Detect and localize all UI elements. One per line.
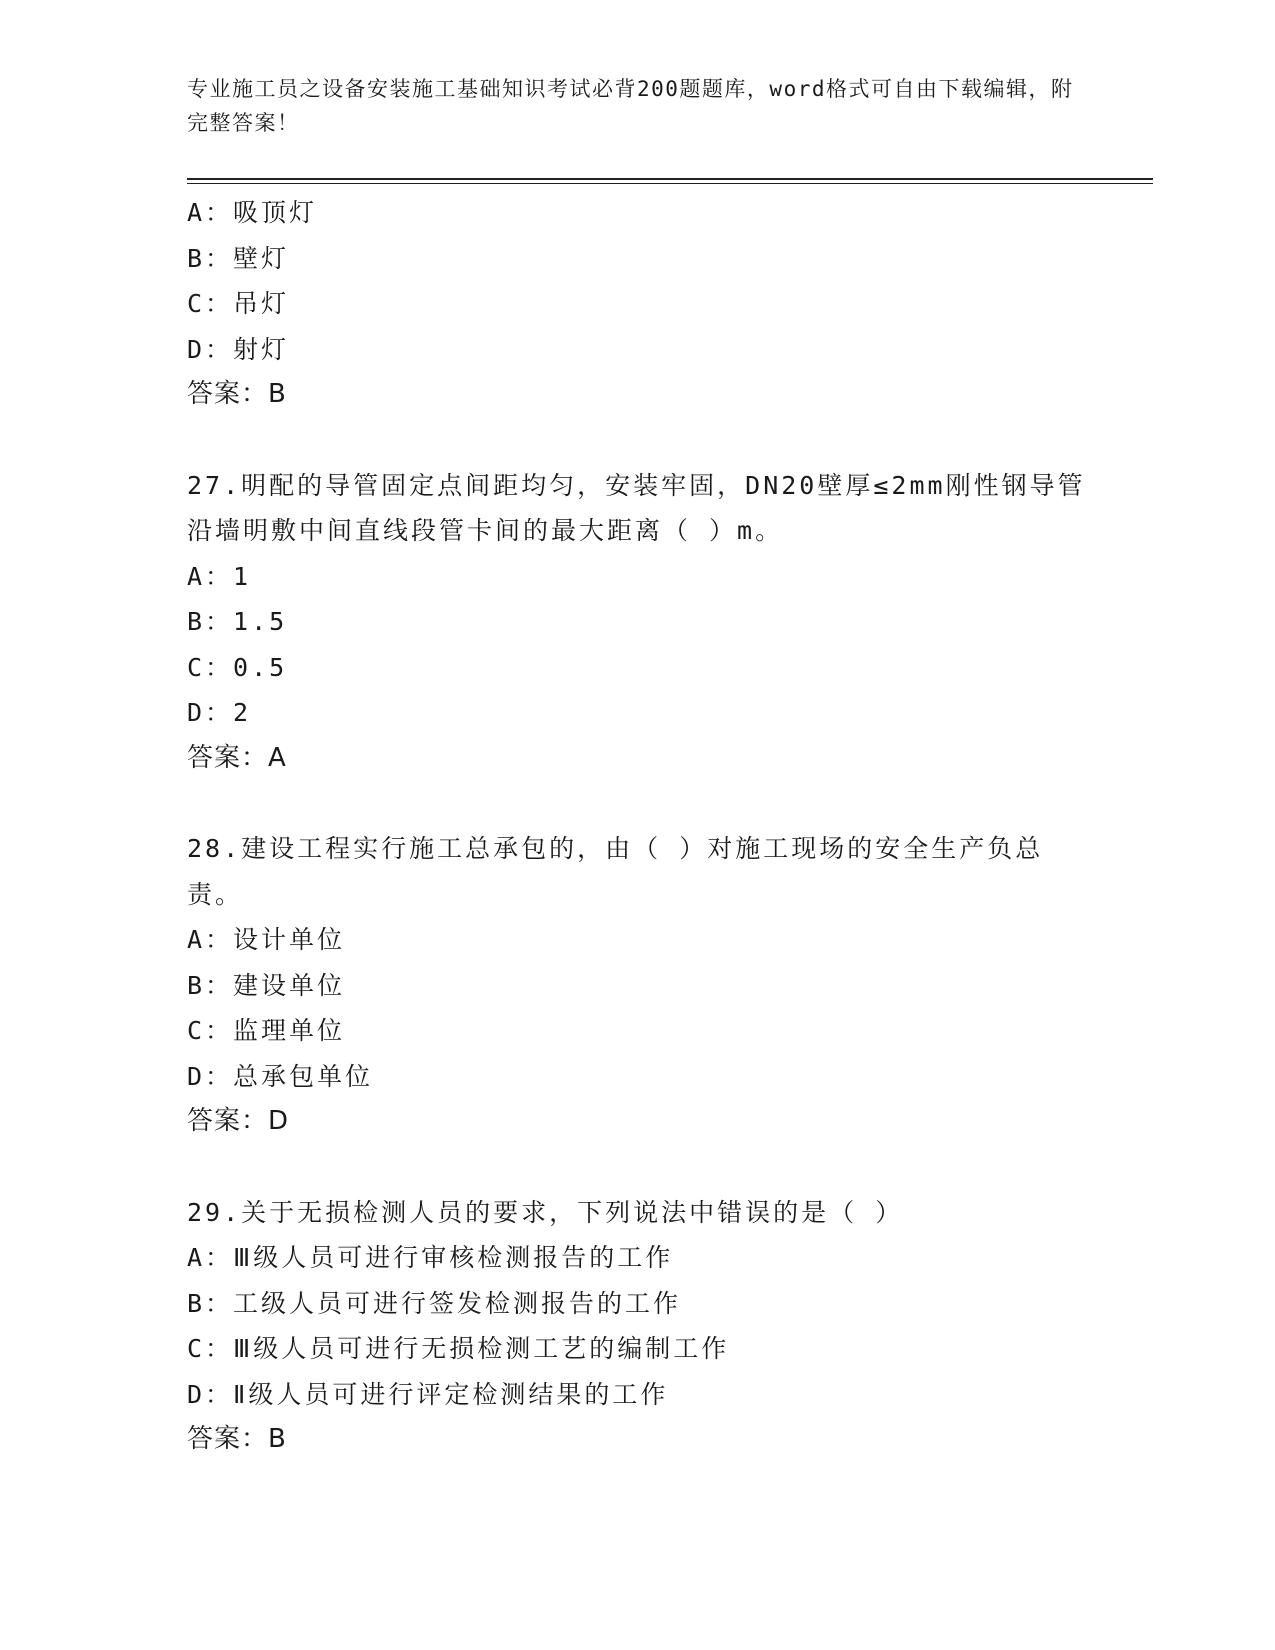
option-c: C：吊灯 — [187, 289, 290, 318]
option-c: C：监理单位 — [187, 1016, 346, 1045]
question-text: 29.关于无损检测人员的要求，下列说法中错误的是（ ） — [187, 1197, 904, 1227]
question-block — [187, 1190, 1087, 1463]
option-d: D：射灯 — [187, 334, 290, 364]
option-b: B：1.5 — [187, 607, 288, 636]
answer-line: 答案：B — [187, 1424, 287, 1454]
question-block — [187, 826, 1087, 1145]
option-a: A：设计单位 — [187, 925, 346, 954]
option-b: B：壁灯 — [187, 243, 290, 273]
answer-line: 答案：A — [187, 742, 287, 773]
header-rule-thin — [187, 183, 1153, 184]
answer-line: 答案：D — [187, 1106, 290, 1136]
header-rule-thick — [187, 178, 1153, 180]
option-d: D：总承包单位 — [187, 1061, 374, 1091]
option-b: B：建设单位 — [187, 970, 346, 1000]
question-block — [187, 463, 1087, 782]
question-block — [187, 190, 1087, 418]
answer-line: 答案：B — [187, 379, 287, 409]
document-header: 专业施工员之设备安装施工基础知识考试必背200题题库，word格式可自由下载编辑，附完整答案！ — [187, 77, 1074, 135]
option-d: D：2 — [187, 698, 252, 727]
option-c: C：Ⅲ级人员可进行无损检测工艺的编制工作 — [187, 1334, 730, 1363]
option-b: B：工级人员可进行签发检测报告的工作 — [187, 1288, 682, 1318]
option-d: D：Ⅱ级人员可进行评定检测结果的工作 — [187, 1379, 669, 1409]
question-list — [187, 190, 1087, 1463]
option-a: A：Ⅲ级人员可进行审核检测报告的工作 — [187, 1243, 674, 1272]
option-a: A：吸顶灯 — [187, 198, 318, 227]
question-text: 27.明配的导管固定点间距均匀，安装牢固，DN20壁厚≤2mm刚性钢导管沿墙明敷中间直线段管卡间的最大距离（ ）m。 — [187, 470, 1086, 545]
option-a: A：1 — [187, 561, 252, 591]
option-c: C：0.5 — [187, 652, 288, 682]
question-text: 28.建设工程实行施工总承包的，由（ ）对施工现场的安全生产负总责。 — [187, 834, 1044, 909]
